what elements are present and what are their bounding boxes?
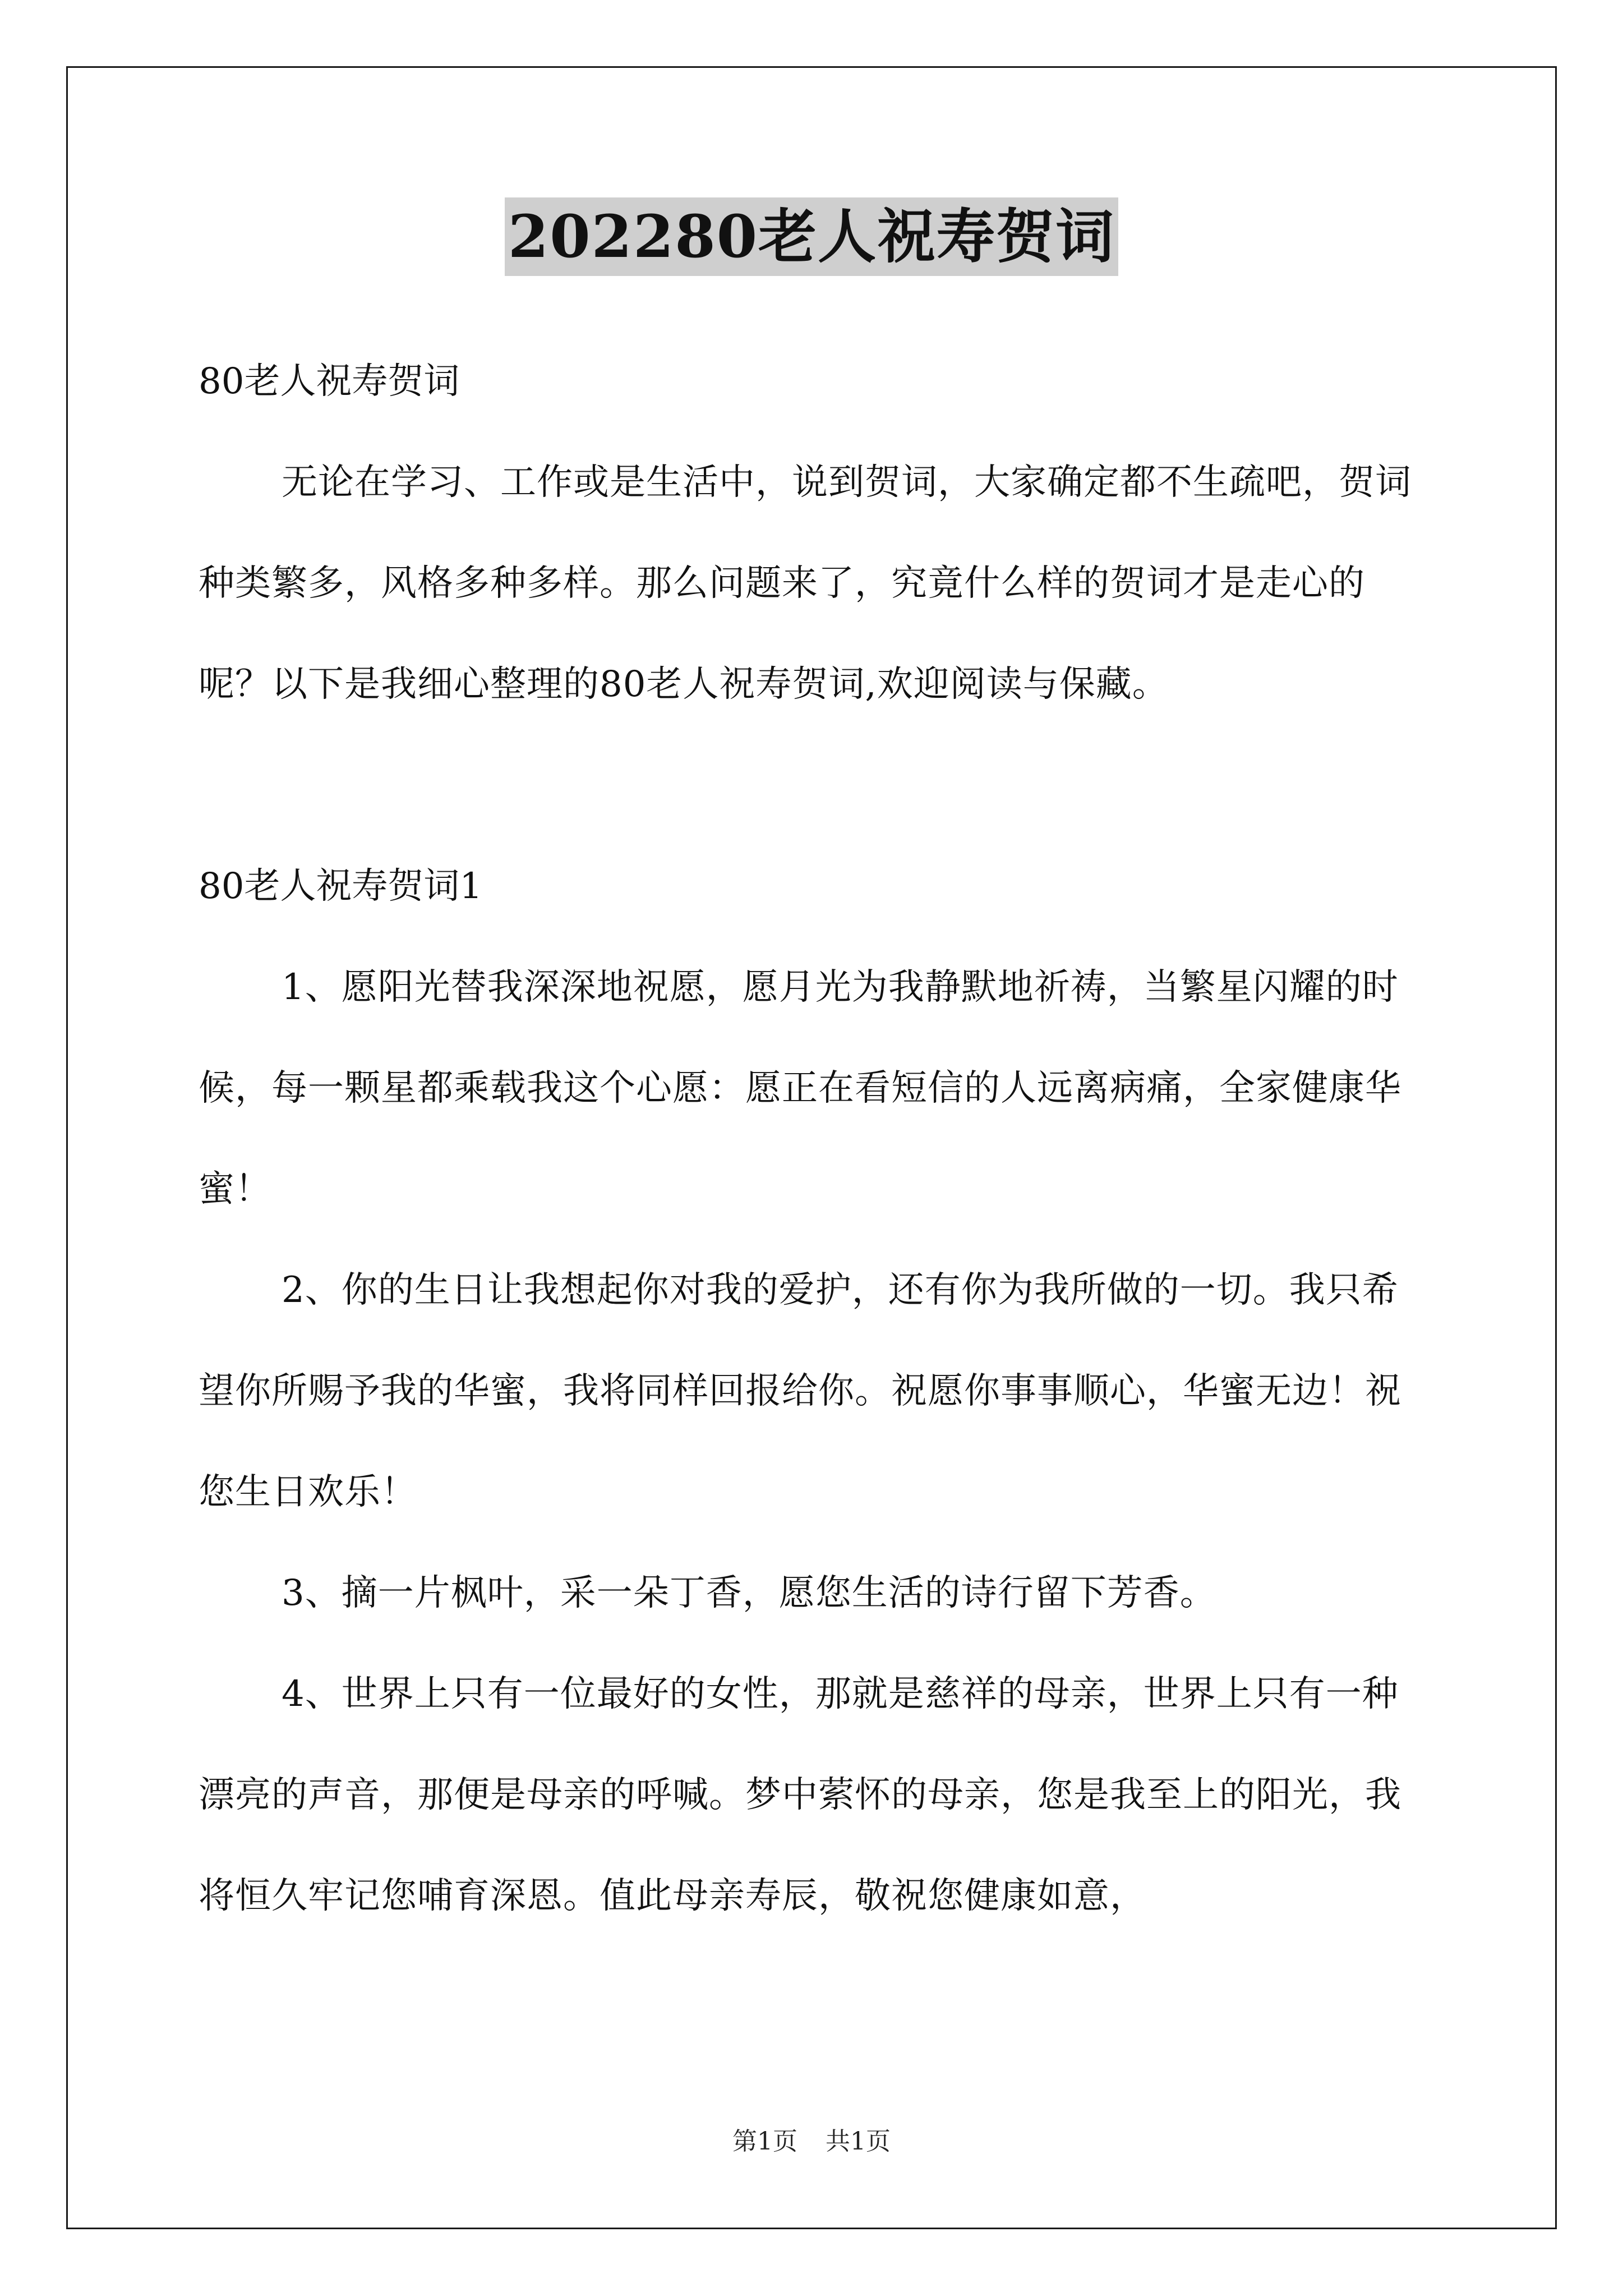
page-number: 第1页 [732,2127,797,2156]
section-heading: 80老人祝寿贺词1 [199,866,483,907]
page-total: 共1页 [826,2127,891,2156]
document-subtitle: 80老人祝寿贺词 [199,361,460,402]
list-item: 3、摘一片枫叶，采一朵丁香，愿您生活的诗行留下芳香。 [282,1572,1216,1614]
section-spacer [199,735,1432,836]
document-body [199,331,1432,1947]
intro-paragraph: 无论在学习、工作或是生活中，说到贺词，大家确定都不生疏吧，贺词种类繁多，风格多种多样。那么问题来了，究竟什么样的贺词才是走心的呢？以下是我细心整理的80老人祝寿贺词,欢迎阅读与保藏。 [199,462,1412,705]
list-item: 4、世界上只有一位最好的女性，那就是慈祥的母亲，世界上只有一种漂亮的声音，那便是母亲的呼喊。梦中萦怀的母亲，您是我至上的阳光，我将恒久牢记您哺育深恩。值此母亲寿辰，敬祝您健康如意， [199,1673,1401,1917]
list-item: 1、愿阳光替我深深地祝愿，愿月光为我静默地祈祷，当繁星闪耀的时候，每一颗星都乘载我这个心愿：愿正在看短信的人远离病痛，全家健康华蜜！ [199,967,1401,1210]
page-footer [0,2125,1623,2159]
list-item: 2、你的生日让我想起你对我的爱护，还有你为我所做的一切。我只希望你所赐予我的华蜜，我将同样回报给你。祝愿你事事顺心，华蜜无边！祝您生日欢乐！ [199,1269,1401,1513]
document-title: 202280老人祝寿贺词 [505,197,1118,276]
title-container [0,197,1623,276]
